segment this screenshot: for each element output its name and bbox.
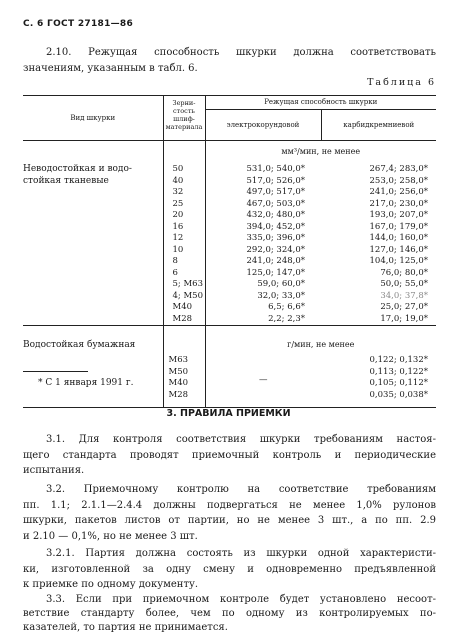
paragraph-line: 3.1. Для контроля соответствия шкурки требованиям настоя-	[46, 434, 436, 445]
paragraph-line: ки, изготовленной за одну смену и одновременно предъявленной	[23, 563, 436, 575]
paragraph-3-1	[23, 432, 436, 479]
electro-cell: 467,0; 503,0*	[246, 198, 305, 209]
col-grit-header	[163, 96, 205, 141]
carbide-cell: 127,0; 146,0*	[369, 244, 428, 255]
group1-name	[23, 164, 163, 326]
grit-header-line: стость	[173, 107, 195, 115]
group2-name: Водостойкая бумажная	[23, 326, 163, 356]
grit-cell: М40	[168, 378, 189, 388]
electro-cell: 335,0; 396,0*	[246, 233, 305, 243]
paragraph-line: 3.2.1. Партия должна состоять из шкурки одной характеристи-	[46, 548, 436, 559]
cutting-ability-table	[23, 95, 436, 408]
grit-header-line: Зерни-	[172, 99, 196, 107]
group1-grit-col	[163, 164, 205, 326]
electro-cell: 292,0; 324,0*	[246, 244, 305, 255]
grit-cell: 10	[172, 244, 184, 255]
grit-cell: 16	[172, 221, 184, 232]
table-caption: Таблица 6	[367, 77, 436, 88]
paragraph-line: 3.2. Приемочному контролю на соответствие требованиям	[46, 484, 436, 495]
group1-name-line: Неводостойкая и водо-	[23, 164, 132, 174]
group1-electro-col	[205, 164, 321, 326]
carbide-cell: 267,4; 283,0*	[369, 164, 428, 174]
carbide-cell: 50,0; 55,0*	[380, 279, 428, 289]
electro-cell: 432,0; 480,0*	[246, 210, 305, 220]
carbide-cell: 193,0; 207,0*	[369, 210, 428, 220]
carbide-cell: 25,0; 27,0*	[380, 302, 428, 312]
grit-cell: 25	[172, 198, 184, 209]
grit-cell: 12	[172, 233, 184, 243]
unit-volume: мм³/мин, не менее	[281, 147, 361, 156]
col-cut-header: Режущая способность шкурки	[205, 96, 436, 110]
electro-cell: 517,0; 526,0*	[246, 175, 305, 186]
paragraph-3-2	[23, 482, 436, 544]
intro-line-2: значениям, указанным в табл. 6.	[23, 63, 198, 74]
carbide-cell: 76,0; 80,0*	[380, 267, 428, 278]
electro-cell: 394,0; 452,0*	[246, 221, 305, 232]
carbide-cell: 0,122; 0,132*	[369, 355, 428, 365]
carbide-cell: 253,0; 258,0*	[369, 175, 428, 186]
grit-cell: 50	[172, 164, 184, 174]
col-electro-header: электрокорундовой	[205, 110, 321, 141]
grit-cell: 20	[172, 210, 184, 220]
carbide-cell: 144,0; 160,0*	[369, 233, 428, 243]
paragraph-line: пп. 1.1; 2.1.1—2.4.4 должны подвергаться не менее 1,0% рулонов	[23, 499, 436, 511]
carbide-cell: 217,0; 230,0*	[369, 198, 428, 209]
footnote-rule	[23, 371, 88, 372]
electro-dash: —	[259, 375, 268, 386]
grit-cell: М28	[168, 389, 189, 400]
grit-cell: М63	[168, 355, 189, 365]
group2-grit-col	[163, 355, 205, 408]
carbide-cell: 104,0; 125,0*	[369, 256, 428, 266]
electro-cell: 6,5; 6,6*	[268, 302, 305, 312]
paragraph-line: и 2.10 — 0,1%, но не менее 3 шт.	[23, 530, 198, 542]
carbide-cell: 34,0; 37,8*	[380, 290, 428, 301]
paragraph-line: щего стандарта проводят приемочный контроль и периодические	[23, 449, 436, 461]
paragraph-line: казателей, то партия не принимается.	[23, 622, 228, 633]
grit-cell: 6	[172, 267, 178, 278]
paragraph-line: ветствие стандарту более, чем по одному из контролируемых по-	[23, 608, 436, 619]
grit-cell: 5; М63	[172, 279, 203, 289]
group1-name-line: стойкая тканевые	[23, 175, 109, 186]
grit-cell: М40	[172, 302, 193, 312]
col-carbide-header: карбидкремниевой	[321, 110, 436, 141]
paragraph-3-2-1	[23, 546, 436, 593]
electro-cell: 241,0; 248,0*	[246, 256, 305, 266]
unit-mass: г/мин, не менее	[205, 326, 436, 356]
section-title: 3. ПРАВИЛА ПРИЕМКИ	[166, 408, 291, 419]
electro-cell: 2,2; 2,3*	[268, 313, 305, 324]
electro-cell: 125,0; 147,0*	[246, 267, 305, 278]
grit-cell: 8	[172, 256, 178, 266]
intro-line-1: 2.10. Режущая способность шкурки должна соответствовать	[46, 47, 436, 58]
electro-cell: 32,0; 33,0*	[257, 290, 305, 301]
group2-carbide-col	[321, 355, 436, 408]
col-type-header: Вид шкурки	[23, 96, 163, 141]
paragraph-3-3	[23, 593, 436, 635]
grit-cell: М28	[172, 313, 193, 324]
grit-cell: 40	[172, 175, 184, 186]
electro-cell: 531,0; 540,0*	[246, 164, 305, 174]
group1-carbide-col	[321, 164, 436, 326]
carbide-cell: 17,0; 19,0*	[380, 313, 428, 324]
paragraph-line: к приемке по одному документу.	[23, 579, 199, 590]
paragraph-line: шкурки, пакетов листов от партии, но не менее 3 шт., а по пп. 2.9	[23, 515, 436, 526]
electro-cell: 497,0; 517,0*	[246, 187, 305, 197]
footnote: * С 1 января 1991 г.	[38, 378, 134, 388]
page-header: С. 6 ГОСТ 27181—86	[23, 19, 134, 29]
grit-cell: М50	[168, 366, 189, 377]
grit-cell: 4; М50	[172, 290, 203, 301]
carbide-cell: 167,0; 179,0*	[369, 221, 428, 232]
grit-header-line: шлиф-	[173, 115, 195, 123]
carbide-cell: 0,113; 0,122*	[369, 366, 428, 377]
carbide-cell: 241,0; 256,0*	[369, 187, 428, 197]
grit-header-line: материала	[165, 123, 203, 131]
electro-cell: 59,0; 60,0*	[257, 279, 305, 289]
carbide-cell: 0,035; 0,038*	[369, 389, 428, 400]
paragraph-line: 3.3. Если при приемочном контроле будет установлено несоот-	[46, 594, 436, 605]
paragraph-line: испытания.	[23, 465, 85, 476]
carbide-cell: 0,105; 0,112*	[369, 378, 428, 388]
grit-cell: 32	[172, 187, 184, 197]
